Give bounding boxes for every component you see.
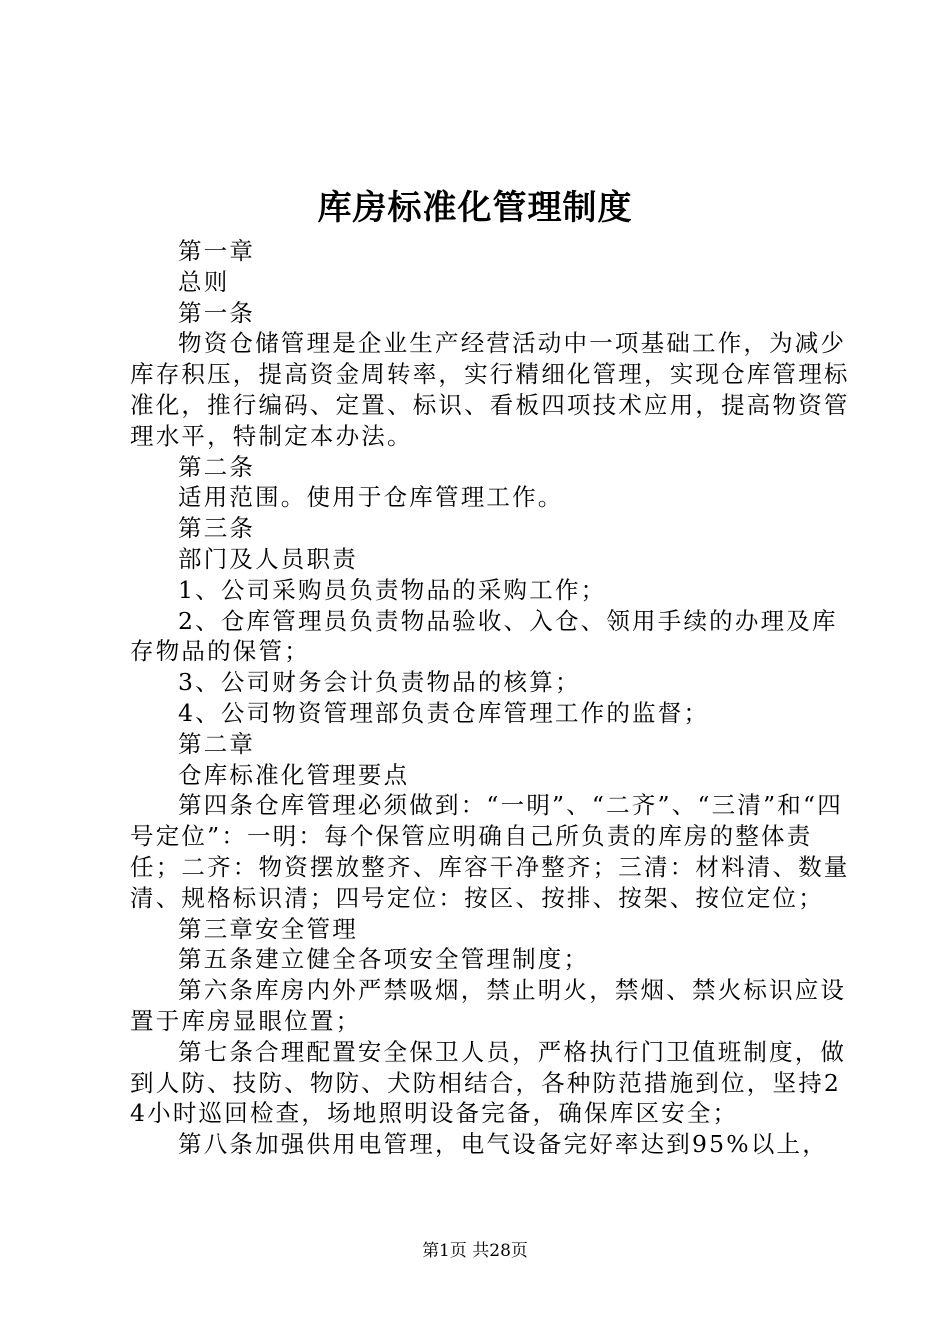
document-body [130,236,850,1160]
paragraph-article-5: 第五条建立健全各项安全管理制度； [178,945,590,974]
paragraph-item-3: 3、公司财务会计负责物品的核算； [178,668,581,697]
paragraph-chapter-3: 第三章安全管理 [178,914,358,943]
page-footer [0,1239,950,1263]
paragraph-article-7: 第七条合理配置安全保卫人员，严格执行门卫值班制度，做到人防、技防、物防、犬防相结合，各种防范措施到位，坚持24小时巡回检查，场地照明设备完备，确保库区安全； [130,1037,847,1128]
paragraph-chapter-2: 第二章 [178,729,256,758]
paragraph-article-8: 第八条加强供用电管理，电气设备完好率达到95%以上， [178,1130,828,1159]
paragraph-item-4: 4、公司物资管理部负责仓库管理工作的监督； [178,698,710,727]
page-total: 共28页 [472,1241,528,1261]
document-title: 库房标准化管理制度 [317,188,633,228]
paragraph-article-4: 第四条仓库管理必须做到：“一明”、“二齐”、“三清”和“四号定位”：一明：每个保管应明确自己所负责的库房的整体责任；二齐：物资摆放整齐、库容干净整齐；三清：材料清、数量清、规格标识清；四号定位：按区、按排、按架、按位定位； [130,791,850,912]
paragraph-scope: 适用范围。使用于仓库管理工作。 [178,483,564,512]
paragraph-general: 总则 [178,267,230,296]
paragraph-article-1: 第一条 [178,298,256,327]
paragraph-item-2: 2、仓库管理员负责物品验收、入仓、领用手续的办理及库存物品的保管； [130,606,838,666]
paragraph-chapter-1: 第一章 [178,237,256,265]
paragraph-item-1: 1、公司采购员负责物品的采购工作； [178,575,607,604]
paragraph-article-2: 第二条 [178,452,256,481]
paragraph-key-points: 仓库标准化管理要点 [178,760,410,789]
paragraph-responsibilities: 部门及人员职责 [178,544,358,573]
paragraph-article-6: 第六条库房内外严禁吸烟，禁止明火，禁烟、禁火标识应设置于库房显眼位置； [130,976,847,1035]
page-number: 第1页 [422,1241,467,1261]
paragraph-article-3: 第三条 [178,514,256,543]
paragraph-article-1-text: 物资仓储管理是企业生产经营活动中一项基础工作，为减少库存积压，提高资金周转率，实行精细化管理，实现仓库管理标准化，推行编码、定置、标识、看板四项技术应用，提高物资管理水平，特制定本办法。 [130,329,850,450]
